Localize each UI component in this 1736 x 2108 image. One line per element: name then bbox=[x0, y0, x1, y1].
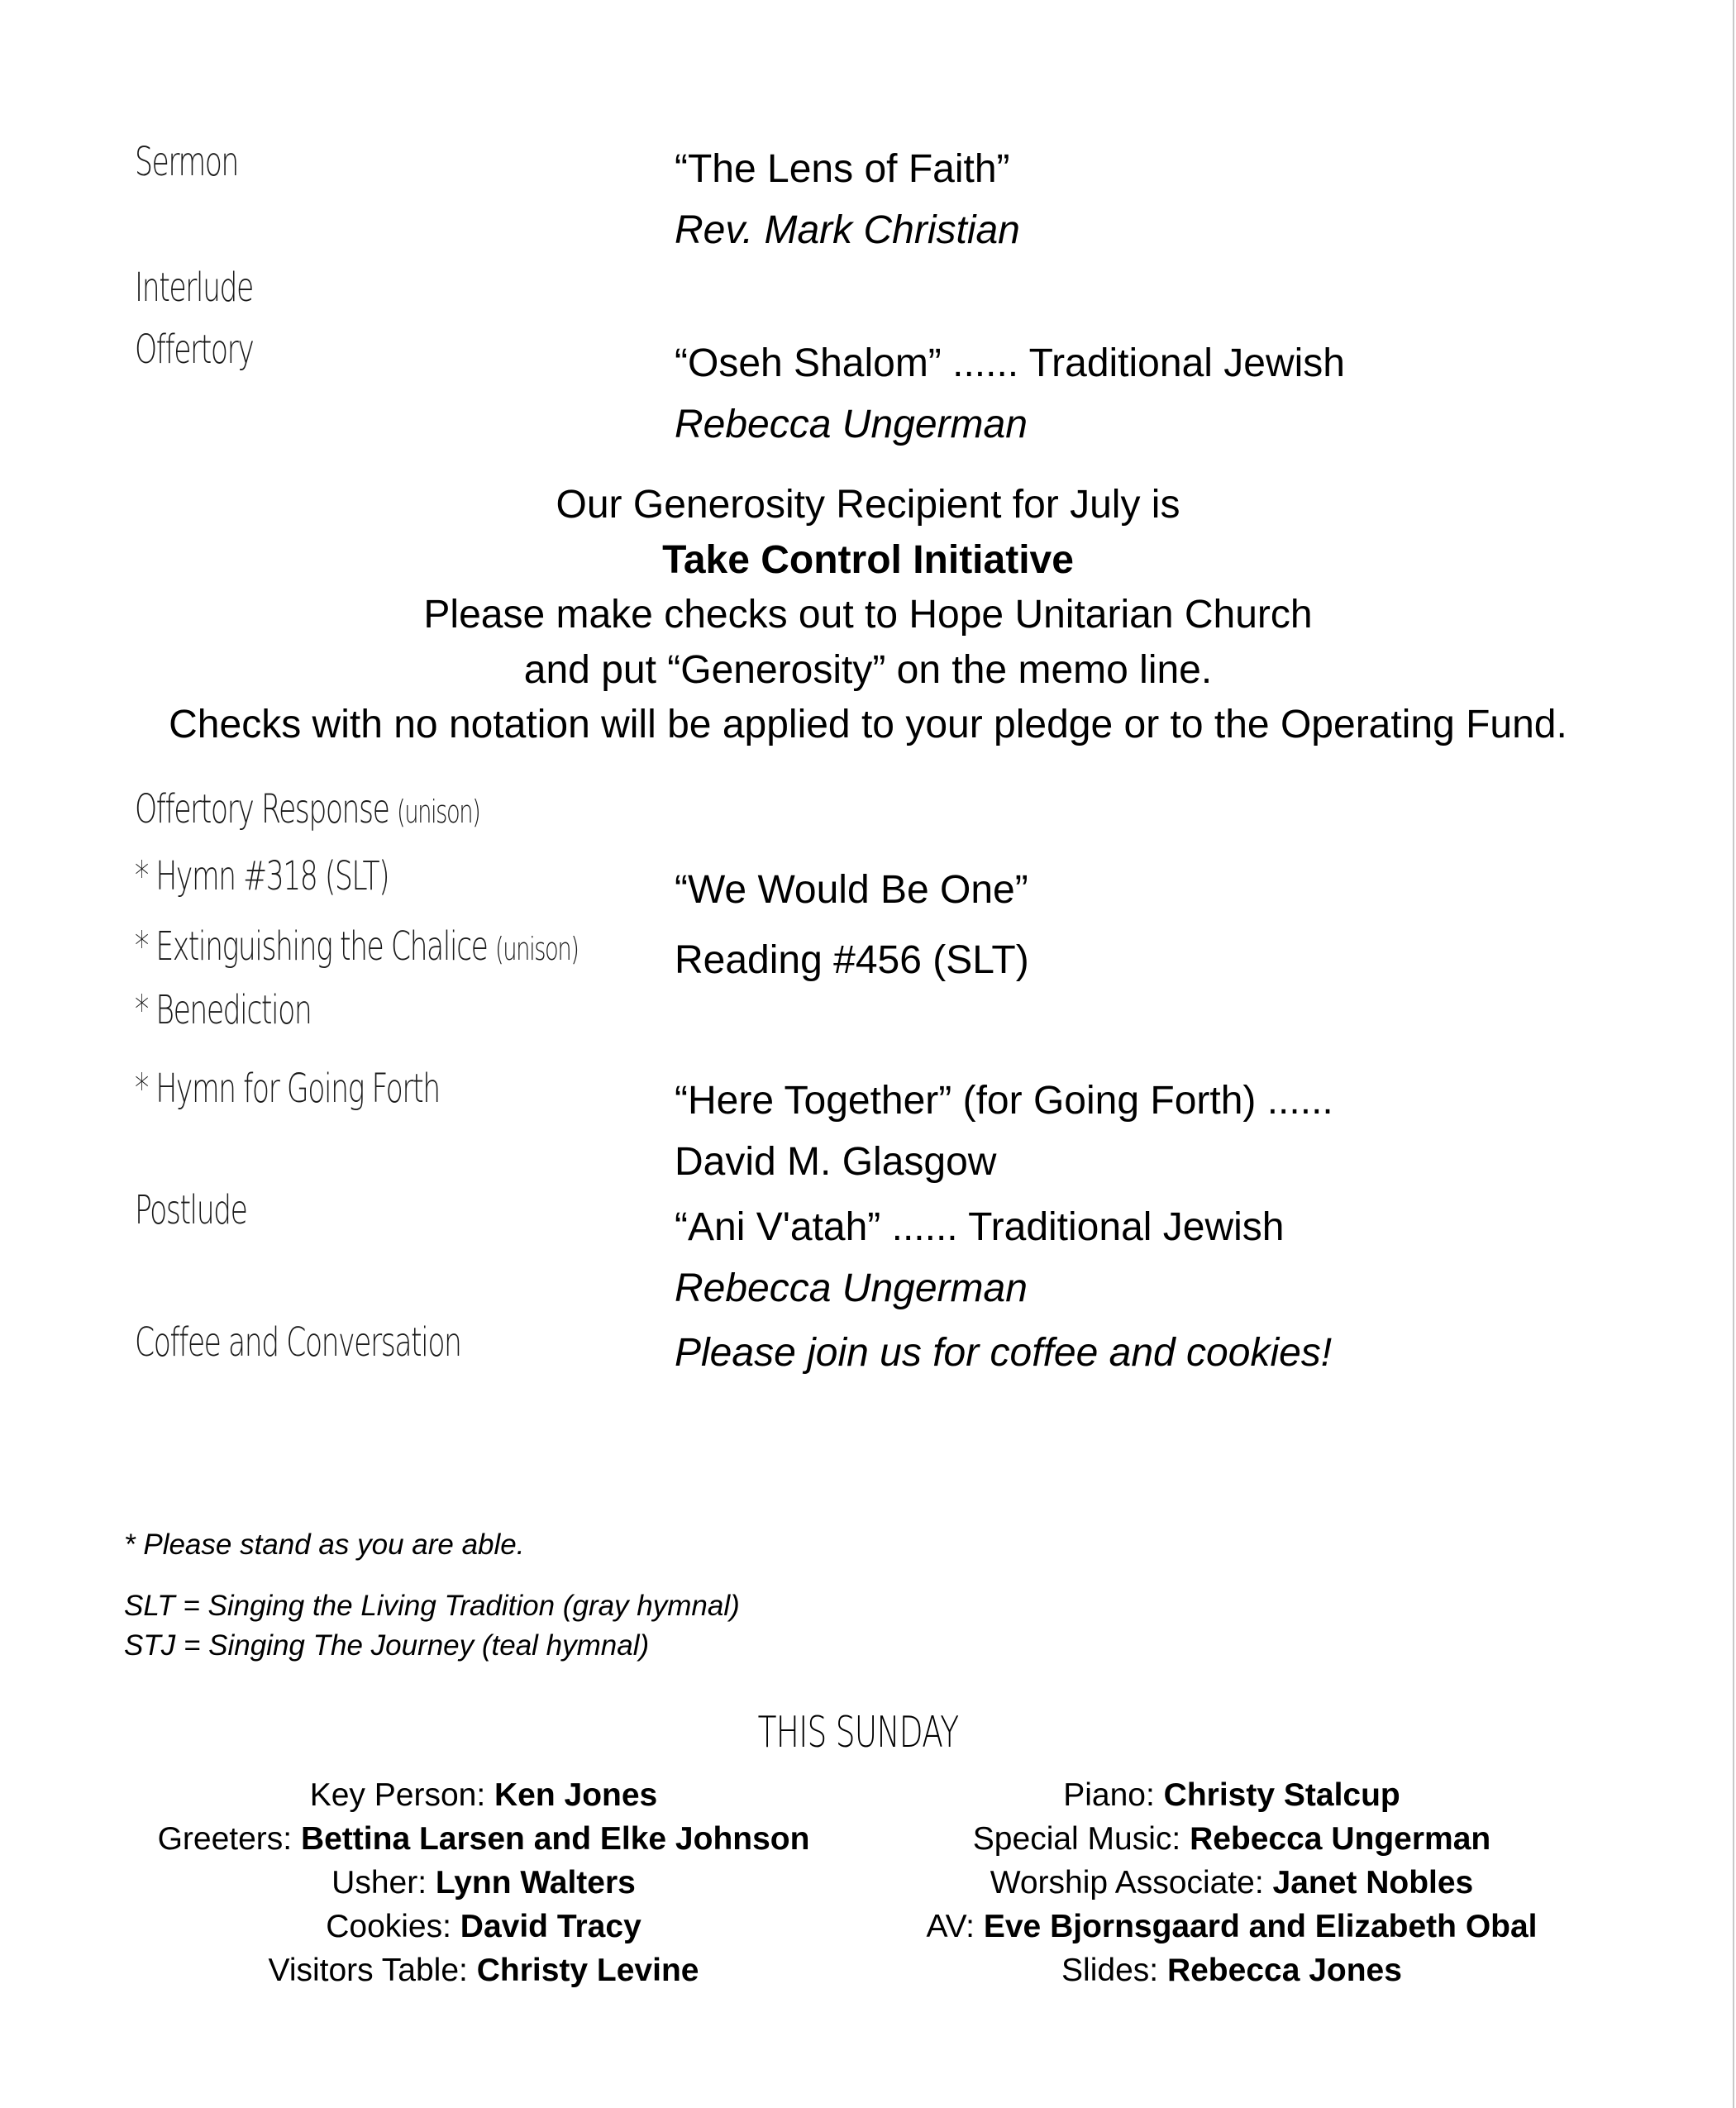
order-item-content bbox=[675, 1197, 1284, 1319]
this-sunday-heading: THIS SUNDAY bbox=[757, 1708, 959, 1757]
volunteer-role: Visitors Table: bbox=[268, 1953, 477, 1988]
order-item-label-text: Sermon bbox=[135, 139, 238, 185]
generosity-notice bbox=[0, 478, 1736, 753]
volunteer-name: Rebecca Jones bbox=[1166, 1953, 1402, 1988]
order-item-line: “The Lens of Faith” bbox=[675, 147, 1010, 191]
order-item-label-text: * Benediction bbox=[135, 987, 312, 1033]
volunteer-name: Rebecca Ungerman bbox=[1190, 1821, 1491, 1857]
order-item-line: Rebecca Ungerman bbox=[675, 403, 1028, 446]
volunteers-left-column bbox=[116, 1773, 851, 1992]
volunteer-row bbox=[116, 1905, 851, 1948]
volunteer-role: Key Person: bbox=[309, 1777, 495, 1813]
volunteer-role: Piano: bbox=[1063, 1777, 1164, 1813]
order-item-label-text: * Hymn for Going Forth bbox=[135, 1066, 440, 1112]
generosity-notation-line: Checks with no notation will be applied to your pledge or to the Operating Fund. bbox=[169, 703, 1567, 746]
order-item-line: David M. Glasgow bbox=[675, 1140, 997, 1184]
volunteer-role: Special Music: bbox=[972, 1821, 1190, 1857]
order-item-label-text: Postlude bbox=[135, 1187, 247, 1233]
order-item-content bbox=[675, 333, 1345, 455]
volunteer-name: David Tracy bbox=[460, 1909, 641, 1944]
order-item-label bbox=[135, 327, 253, 373]
order-item-label bbox=[135, 987, 311, 1033]
volunteer-row bbox=[860, 1948, 1604, 1992]
order-item-content bbox=[675, 860, 1028, 921]
order-item-label bbox=[135, 139, 238, 185]
order-item-label bbox=[135, 265, 253, 311]
stj-note: STJ = Singing The Journey (teal hymnal) bbox=[124, 1629, 650, 1662]
generosity-memo-line: and put “Generosity” on the memo line. bbox=[523, 647, 1213, 692]
volunteer-role: AV: bbox=[926, 1909, 984, 1944]
footnotes bbox=[124, 1525, 740, 1666]
volunteer-role: Usher: bbox=[331, 1865, 436, 1901]
order-item-label-text: Offertory Response bbox=[135, 786, 389, 832]
volunteer-row bbox=[860, 1817, 1604, 1861]
volunteer-name: Christy Levine bbox=[476, 1953, 699, 1988]
volunteer-role: Greeters: bbox=[157, 1821, 301, 1857]
order-item-line: “Oseh Shalom” ...... Traditional Jewish bbox=[675, 341, 1345, 385]
volunteer-row bbox=[116, 1861, 851, 1905]
volunteer-row bbox=[860, 1773, 1604, 1817]
volunteer-name: Bettina Larsen and Elke Johnson bbox=[300, 1821, 810, 1857]
volunteer-row bbox=[860, 1861, 1604, 1905]
order-item-label bbox=[135, 923, 579, 970]
order-item-label bbox=[135, 1319, 460, 1366]
order-item-label bbox=[135, 853, 389, 899]
footnote-gap bbox=[124, 1565, 740, 1586]
volunteer-role: Cookies: bbox=[326, 1909, 460, 1944]
order-item-label-text: Interlude bbox=[135, 265, 253, 311]
order-item-line: Rev. Mark Christian bbox=[675, 208, 1020, 252]
stand-note: * Please stand as you are able. bbox=[124, 1529, 525, 1561]
volunteer-name: Ken Jones bbox=[494, 1777, 658, 1813]
generosity-intro: Our Generosity Recipient for July is bbox=[556, 483, 1180, 527]
volunteer-row bbox=[116, 1817, 851, 1861]
order-item-label-text: * Hymn #318 (SLT) bbox=[135, 853, 389, 899]
order-item-label bbox=[135, 1066, 440, 1112]
order-item-line: Rebecca Ungerman bbox=[675, 1266, 1028, 1310]
order-item-label bbox=[135, 786, 479, 832]
volunteer-name: Eve Bjornsgaard and Elizabeth Obal bbox=[983, 1909, 1538, 1944]
order-item-content bbox=[675, 1323, 1332, 1384]
order-item-label bbox=[135, 1187, 246, 1233]
order-item-content bbox=[675, 1071, 1333, 1193]
volunteer-name: Lynn Walters bbox=[435, 1865, 636, 1901]
order-item-content bbox=[675, 139, 1020, 261]
generosity-recipient: Take Control Initiative bbox=[662, 537, 1074, 582]
order-item-line: Reading #456 (SLT) bbox=[675, 938, 1029, 982]
volunteer-name: Janet Nobles bbox=[1272, 1865, 1474, 1901]
volunteer-row bbox=[116, 1773, 851, 1817]
volunteers-right-column bbox=[860, 1773, 1604, 1992]
volunteer-row bbox=[116, 1948, 851, 1992]
generosity-checks-line: Please make checks out to Hope Unitarian Church bbox=[423, 593, 1313, 637]
order-item-line: “Ani V'atah” ...... Traditional Jewish bbox=[675, 1205, 1285, 1249]
order-item-line: Please join us for coffee and cookies! bbox=[675, 1331, 1333, 1375]
volunteer-row bbox=[860, 1905, 1604, 1948]
order-item-label-text: Coffee and Conversation bbox=[135, 1319, 461, 1366]
volunteer-role: Slides: bbox=[1061, 1953, 1167, 1988]
slt-note: SLT = Singing the Living Tradition (gray hymnal) bbox=[124, 1590, 740, 1622]
order-item-label-text: * Extinguishing the Chalice bbox=[135, 923, 488, 970]
order-item-aside: (unison) bbox=[495, 931, 579, 967]
order-item-content bbox=[675, 930, 1029, 991]
order-item-label-text: Offertory bbox=[135, 327, 254, 373]
volunteer-role: Worship Associate: bbox=[990, 1865, 1273, 1901]
order-item-line: “We Would Be One” bbox=[675, 868, 1028, 912]
order-item-line: “Here Together” (for Going Forth) ...... bbox=[675, 1079, 1333, 1123]
order-item-aside: (unison) bbox=[396, 794, 480, 830]
volunteer-name: Christy Stalcup bbox=[1163, 1777, 1400, 1813]
